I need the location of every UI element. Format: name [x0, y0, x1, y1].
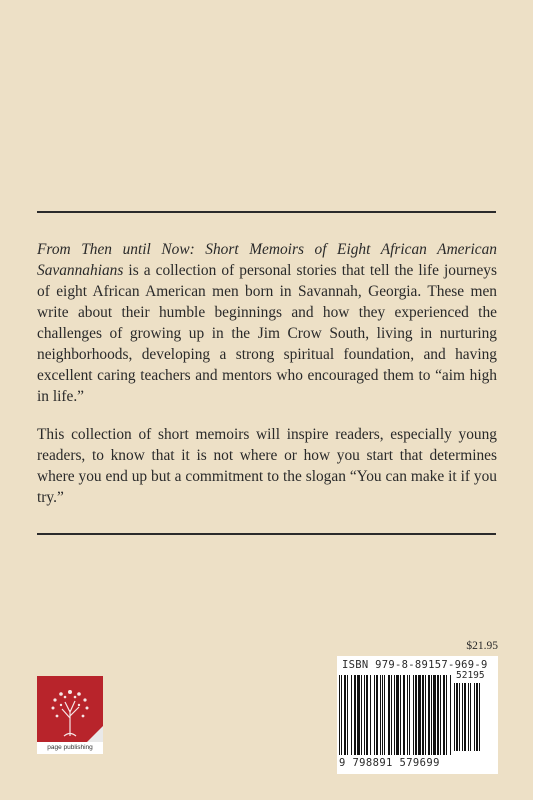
publisher-name: page publishing — [37, 742, 103, 754]
top-divider — [37, 211, 496, 213]
addon-barcode-bars — [454, 683, 494, 753]
description-text: is a collection of personal stories that tell the life journeys of eight African American men born in Savannah, Georgia. These men write about their humble beginnings and how they experienced the challenges of growing up in the Jim Crow South, living in nurturing neighborhoods, developing a strong spiritual foundation, and having excellent caring teachers and mentors who encouraged them to “aim high in life.” — [37, 262, 497, 405]
tree-icon — [37, 676, 103, 742]
price-label: $21.95 — [466, 640, 498, 652]
price-code: 52195 — [456, 670, 485, 681]
isbn-barcode — [337, 656, 498, 774]
bottom-divider — [37, 533, 496, 535]
description-paragraph-2: This collection of short memoirs will inspire readers, especially young readers, to know that it is not where or how you start that determines where you end up but a commitment to the slogan “You can make it if you try.” — [37, 426, 497, 506]
book-title: From Then until Now: Short Memoirs of Eight African American Savannahians — [37, 241, 497, 279]
ean-barcode-bars — [339, 675, 451, 757]
ean-digits: 9 798891 579699 — [339, 757, 440, 769]
description-paragraph-1 — [37, 239, 497, 407]
publisher-logo — [37, 676, 103, 752]
isbn-number: ISBN 979-8-89157-969-9 — [342, 659, 488, 671]
